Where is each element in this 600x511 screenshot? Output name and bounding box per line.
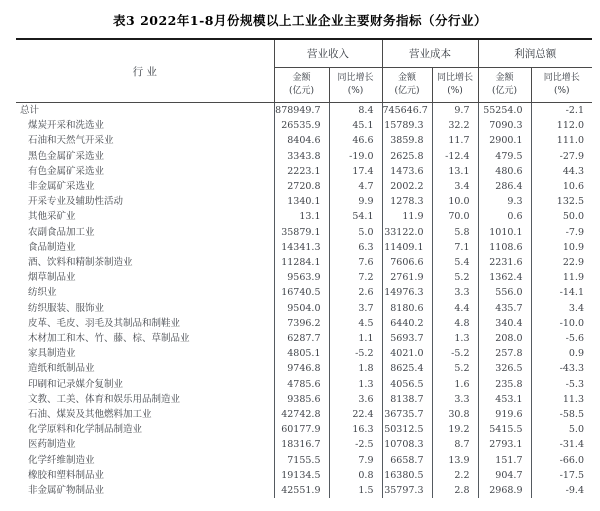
table-row bbox=[16, 209, 592, 224]
industry-cell: 化学原料和化学制品制造业 bbox=[28, 424, 143, 436]
table-row bbox=[16, 194, 592, 209]
value-cell: 19134.5 bbox=[274, 468, 329, 483]
industry-cell: 有色金属矿采选业 bbox=[28, 165, 105, 177]
value-cell: 16740.5 bbox=[274, 285, 329, 300]
value-cell: 11.3 bbox=[531, 392, 592, 407]
value-cell: -66.0 bbox=[531, 453, 592, 468]
value-cell: 5693.7 bbox=[382, 331, 432, 346]
value-cell: 1.1 bbox=[329, 331, 382, 346]
column-header-profit-growth bbox=[531, 68, 592, 103]
value-cell: 2223.1 bbox=[274, 164, 329, 179]
value-cell: 16.3 bbox=[329, 422, 382, 437]
sub-header-unit: (%) bbox=[447, 86, 463, 96]
value-cell: 7606.6 bbox=[382, 255, 432, 270]
value-cell: 7.2 bbox=[329, 270, 382, 285]
value-cell: 13.1 bbox=[274, 209, 329, 224]
value-cell: 10.6 bbox=[531, 179, 592, 194]
table-row bbox=[16, 377, 592, 392]
value-cell: 4805.1 bbox=[274, 346, 329, 361]
sub-header-label: 金额 bbox=[292, 72, 311, 83]
table-row bbox=[16, 407, 592, 422]
industry-cell: 石油、煤炭及其他燃料加工业 bbox=[28, 409, 152, 421]
value-cell: 11409.1 bbox=[382, 240, 432, 255]
value-cell: 7090.3 bbox=[478, 118, 531, 133]
value-cell: 11284.1 bbox=[274, 255, 329, 270]
value-cell: 44.3 bbox=[531, 164, 592, 179]
value-cell: 2.2 bbox=[432, 468, 478, 483]
table-row bbox=[16, 422, 592, 437]
value-cell: 2002.2 bbox=[382, 179, 432, 194]
value-cell: 26535.9 bbox=[274, 118, 329, 133]
value-cell: -9.4 bbox=[531, 483, 592, 498]
value-cell: 9.7 bbox=[432, 103, 478, 119]
industry-cell: 非金属矿物制品业 bbox=[28, 485, 105, 497]
table-row bbox=[16, 103, 592, 119]
value-cell: 6440.2 bbox=[382, 316, 432, 331]
value-cell: 0.8 bbox=[329, 468, 382, 483]
value-cell: 5.2 bbox=[432, 270, 478, 285]
value-cell: 4.7 bbox=[329, 179, 382, 194]
industry-cell: 纺织服装、服饰业 bbox=[28, 302, 105, 314]
value-cell: 4.8 bbox=[432, 316, 478, 331]
table-row bbox=[16, 164, 592, 179]
value-cell: 0.6 bbox=[478, 209, 531, 224]
value-cell: 2793.1 bbox=[478, 437, 531, 452]
sub-header-unit: (亿元) bbox=[491, 86, 518, 96]
value-cell: 6658.7 bbox=[382, 453, 432, 468]
value-cell: 111.0 bbox=[531, 133, 592, 148]
value-cell: -5.2 bbox=[432, 346, 478, 361]
value-cell: 9504.0 bbox=[274, 301, 329, 316]
value-cell: 70.0 bbox=[432, 209, 478, 224]
table-row bbox=[16, 346, 592, 361]
value-cell: -19.0 bbox=[329, 149, 382, 164]
value-cell: 1.6 bbox=[432, 377, 478, 392]
column-header-cost-growth bbox=[432, 68, 478, 103]
industry-cell: 橡胶和塑料制品业 bbox=[28, 469, 105, 481]
value-cell: 257.8 bbox=[478, 346, 531, 361]
value-cell: 16380.5 bbox=[382, 468, 432, 483]
industry-cell: 文教、工美、体育和娱乐用品制造业 bbox=[28, 393, 181, 405]
value-cell: 340.4 bbox=[478, 316, 531, 331]
value-cell: 151.7 bbox=[478, 453, 531, 468]
industry-cell: 农副食品加工业 bbox=[28, 226, 95, 238]
value-cell: 54.1 bbox=[329, 209, 382, 224]
value-cell: 1340.1 bbox=[274, 194, 329, 209]
value-cell: -5.6 bbox=[531, 331, 592, 346]
value-cell: 33122.0 bbox=[382, 225, 432, 240]
value-cell: 878949.7 bbox=[274, 103, 329, 119]
value-cell: 8404.6 bbox=[274, 133, 329, 148]
value-cell: 22.4 bbox=[329, 407, 382, 422]
industry-cell: 总计 bbox=[20, 105, 40, 116]
value-cell: 11.7 bbox=[432, 133, 478, 148]
value-cell: 10.0 bbox=[432, 194, 478, 209]
value-cell: 2900.1 bbox=[478, 133, 531, 148]
value-cell: 326.5 bbox=[478, 361, 531, 376]
value-cell: 11.9 bbox=[531, 270, 592, 285]
value-cell: 5.4 bbox=[432, 255, 478, 270]
value-cell: 3343.8 bbox=[274, 149, 329, 164]
value-cell: -12.4 bbox=[432, 149, 478, 164]
value-cell: 7396.2 bbox=[274, 316, 329, 331]
value-cell: 1108.6 bbox=[478, 240, 531, 255]
value-cell: 11.9 bbox=[382, 209, 432, 224]
value-cell: 1010.1 bbox=[478, 225, 531, 240]
value-cell: 4.4 bbox=[432, 301, 478, 316]
value-cell: 10708.3 bbox=[382, 437, 432, 452]
value-cell: 9.3 bbox=[478, 194, 531, 209]
value-cell: 32.2 bbox=[432, 118, 478, 133]
value-cell: 7.1 bbox=[432, 240, 478, 255]
value-cell: 8.4 bbox=[329, 103, 382, 119]
value-cell: 15789.3 bbox=[382, 118, 432, 133]
value-cell: 286.4 bbox=[478, 179, 531, 194]
value-cell: 0.9 bbox=[531, 346, 592, 361]
industry-cell: 造纸和纸制品业 bbox=[28, 363, 95, 375]
value-cell: 132.5 bbox=[531, 194, 592, 209]
table-row bbox=[16, 225, 592, 240]
value-cell: 14976.3 bbox=[382, 285, 432, 300]
sub-header-label: 同比增长 bbox=[337, 72, 374, 83]
value-cell: 480.6 bbox=[478, 164, 531, 179]
table-row bbox=[16, 361, 592, 376]
value-cell: 2761.9 bbox=[382, 270, 432, 285]
value-cell: 3859.8 bbox=[382, 133, 432, 148]
value-cell: 4021.0 bbox=[382, 346, 432, 361]
table-row bbox=[16, 392, 592, 407]
value-cell: 435.7 bbox=[478, 301, 531, 316]
value-cell: 7.6 bbox=[329, 255, 382, 270]
table-row bbox=[16, 331, 592, 346]
column-group-operating-revenue: 营业收入 bbox=[274, 39, 382, 68]
value-cell: 745646.7 bbox=[382, 103, 432, 119]
value-cell: 7.9 bbox=[329, 453, 382, 468]
value-cell: -7.9 bbox=[531, 225, 592, 240]
value-cell: 4.5 bbox=[329, 316, 382, 331]
industry-cell: 木材加工和木、竹、藤、棕、草制品业 bbox=[28, 333, 190, 345]
value-cell: 453.1 bbox=[478, 392, 531, 407]
value-cell: 9.9 bbox=[329, 194, 382, 209]
value-cell: 2968.9 bbox=[478, 483, 531, 498]
industry-cell: 食品制造业 bbox=[28, 241, 76, 253]
value-cell: -14.1 bbox=[531, 285, 592, 300]
value-cell: 479.5 bbox=[478, 149, 531, 164]
value-cell: 3.3 bbox=[432, 392, 478, 407]
column-group-operating-cost: 营业成本 bbox=[382, 39, 478, 68]
table-body bbox=[16, 103, 592, 499]
industry-cell: 化学纤维制造业 bbox=[28, 454, 95, 466]
value-cell: 208.0 bbox=[478, 331, 531, 346]
value-cell: -27.9 bbox=[531, 149, 592, 164]
value-cell: 8625.4 bbox=[382, 361, 432, 376]
value-cell: 2.8 bbox=[432, 483, 478, 498]
sub-header-label: 金额 bbox=[397, 72, 416, 83]
value-cell: 13.1 bbox=[432, 164, 478, 179]
table-row bbox=[16, 468, 592, 483]
industry-cell: 非金属矿采选业 bbox=[28, 181, 95, 193]
value-cell: 5.0 bbox=[329, 225, 382, 240]
value-cell: -17.5 bbox=[531, 468, 592, 483]
table-header bbox=[16, 39, 592, 103]
industry-cell: 酒、饮料和精制茶制造业 bbox=[28, 257, 133, 269]
table-row bbox=[16, 118, 592, 133]
sub-header-unit: (%) bbox=[347, 86, 364, 96]
value-cell: 1362.4 bbox=[478, 270, 531, 285]
industry-cell: 印刷和记录媒介复制业 bbox=[28, 378, 124, 390]
value-cell: 6.3 bbox=[329, 240, 382, 255]
group-header-row bbox=[16, 39, 592, 68]
value-cell: -31.4 bbox=[531, 437, 592, 452]
value-cell: 1.3 bbox=[329, 377, 382, 392]
sub-header-unit: (亿元) bbox=[288, 86, 315, 96]
value-cell: 9385.6 bbox=[274, 392, 329, 407]
value-cell: 4056.5 bbox=[382, 377, 432, 392]
industry-cell: 石油和天然气开采业 bbox=[28, 135, 114, 147]
column-group-total-profit: 利润总额 bbox=[478, 39, 592, 68]
value-cell: 1278.3 bbox=[382, 194, 432, 209]
value-cell: -43.3 bbox=[531, 361, 592, 376]
value-cell: 5.0 bbox=[531, 422, 592, 437]
table-row bbox=[16, 285, 592, 300]
value-cell: 1.8 bbox=[329, 361, 382, 376]
value-cell: 5.2 bbox=[432, 361, 478, 376]
value-cell: 22.9 bbox=[531, 255, 592, 270]
value-cell: 8.7 bbox=[432, 437, 478, 452]
column-header-cost-amount bbox=[382, 68, 432, 103]
value-cell: 10.9 bbox=[531, 240, 592, 255]
value-cell: 3.3 bbox=[432, 285, 478, 300]
industry-cell: 皮革、毛皮、羽毛及其制品和制鞋业 bbox=[28, 317, 181, 329]
value-cell: 2.6 bbox=[329, 285, 382, 300]
value-cell: 14341.3 bbox=[274, 240, 329, 255]
sub-header-label: 同比增长 bbox=[543, 72, 580, 83]
value-cell: 3.6 bbox=[329, 392, 382, 407]
column-header-industry: 行 业 bbox=[16, 39, 274, 103]
value-cell: -2.5 bbox=[329, 437, 382, 452]
table-row bbox=[16, 179, 592, 194]
value-cell: 18316.7 bbox=[274, 437, 329, 452]
value-cell: 3.4 bbox=[531, 301, 592, 316]
table-row bbox=[16, 437, 592, 452]
value-cell: 3.7 bbox=[329, 301, 382, 316]
industry-cell: 煤炭开采和洗选业 bbox=[28, 120, 105, 132]
page-title: 表3 2022年1-8月份规模以上工业企业主要财务指标（分行业） bbox=[113, 13, 487, 28]
table-row bbox=[16, 453, 592, 468]
value-cell: 42742.8 bbox=[274, 407, 329, 422]
table-row bbox=[16, 149, 592, 164]
table-row bbox=[16, 483, 592, 498]
value-cell: 4785.6 bbox=[274, 377, 329, 392]
value-cell: -2.1 bbox=[531, 103, 592, 119]
table-row bbox=[16, 240, 592, 255]
value-cell: 904.7 bbox=[478, 468, 531, 483]
value-cell: 9746.8 bbox=[274, 361, 329, 376]
value-cell: 3.4 bbox=[432, 179, 478, 194]
financial-indicators-table bbox=[16, 38, 592, 498]
industry-cell: 纺织业 bbox=[28, 287, 57, 299]
value-cell: 35879.1 bbox=[274, 225, 329, 240]
table-row bbox=[16, 301, 592, 316]
value-cell: 35797.3 bbox=[382, 483, 432, 498]
value-cell: 5.8 bbox=[432, 225, 478, 240]
table-row bbox=[16, 316, 592, 331]
value-cell: -58.5 bbox=[531, 407, 592, 422]
value-cell: 19.2 bbox=[432, 422, 478, 437]
value-cell: 1.5 bbox=[329, 483, 382, 498]
value-cell: 42551.9 bbox=[274, 483, 329, 498]
column-header-revenue-growth bbox=[329, 68, 382, 103]
table-row bbox=[16, 270, 592, 285]
value-cell: 7155.5 bbox=[274, 453, 329, 468]
industry-cell: 开采专业及辅助性活动 bbox=[28, 196, 124, 208]
value-cell: 235.8 bbox=[478, 377, 531, 392]
value-cell: 556.0 bbox=[478, 285, 531, 300]
value-cell: 60177.9 bbox=[274, 422, 329, 437]
sub-header-unit: (亿元) bbox=[394, 86, 420, 96]
industry-cell: 其他采矿业 bbox=[28, 211, 76, 223]
sub-header-label: 金额 bbox=[495, 72, 514, 83]
value-cell: 46.6 bbox=[329, 133, 382, 148]
value-cell: -10.0 bbox=[531, 316, 592, 331]
value-cell: 1.3 bbox=[432, 331, 478, 346]
industry-cell: 黑色金属矿采选业 bbox=[28, 150, 105, 162]
value-cell: 50312.5 bbox=[382, 422, 432, 437]
value-cell: 1473.6 bbox=[382, 164, 432, 179]
table-row bbox=[16, 133, 592, 148]
column-header-profit-amount bbox=[478, 68, 531, 103]
value-cell: 6287.7 bbox=[274, 331, 329, 346]
value-cell: 17.4 bbox=[329, 164, 382, 179]
industry-cell: 医药制造业 bbox=[28, 439, 76, 451]
value-cell: 2231.6 bbox=[478, 255, 531, 270]
table-row bbox=[16, 255, 592, 270]
value-cell: 112.0 bbox=[531, 118, 592, 133]
value-cell: 55254.0 bbox=[478, 103, 531, 119]
value-cell: -5.3 bbox=[531, 377, 592, 392]
value-cell: 13.9 bbox=[432, 453, 478, 468]
value-cell: 36735.7 bbox=[382, 407, 432, 422]
value-cell: 45.1 bbox=[329, 118, 382, 133]
value-cell: 2720.8 bbox=[274, 179, 329, 194]
value-cell: 8180.6 bbox=[382, 301, 432, 316]
sub-header-unit: (%) bbox=[553, 86, 570, 96]
value-cell: 9563.9 bbox=[274, 270, 329, 285]
industry-cell: 家具制造业 bbox=[28, 348, 76, 360]
value-cell: 8138.7 bbox=[382, 392, 432, 407]
value-cell: 30.8 bbox=[432, 407, 478, 422]
value-cell: -5.2 bbox=[329, 346, 382, 361]
sub-header-label: 同比增长 bbox=[436, 72, 473, 83]
value-cell: 50.0 bbox=[531, 209, 592, 224]
value-cell: 2625.8 bbox=[382, 149, 432, 164]
value-cell: 919.6 bbox=[478, 407, 531, 422]
industry-cell: 烟草制品业 bbox=[28, 272, 76, 284]
value-cell: 5415.5 bbox=[478, 422, 531, 437]
column-header-revenue-amount bbox=[274, 68, 329, 103]
